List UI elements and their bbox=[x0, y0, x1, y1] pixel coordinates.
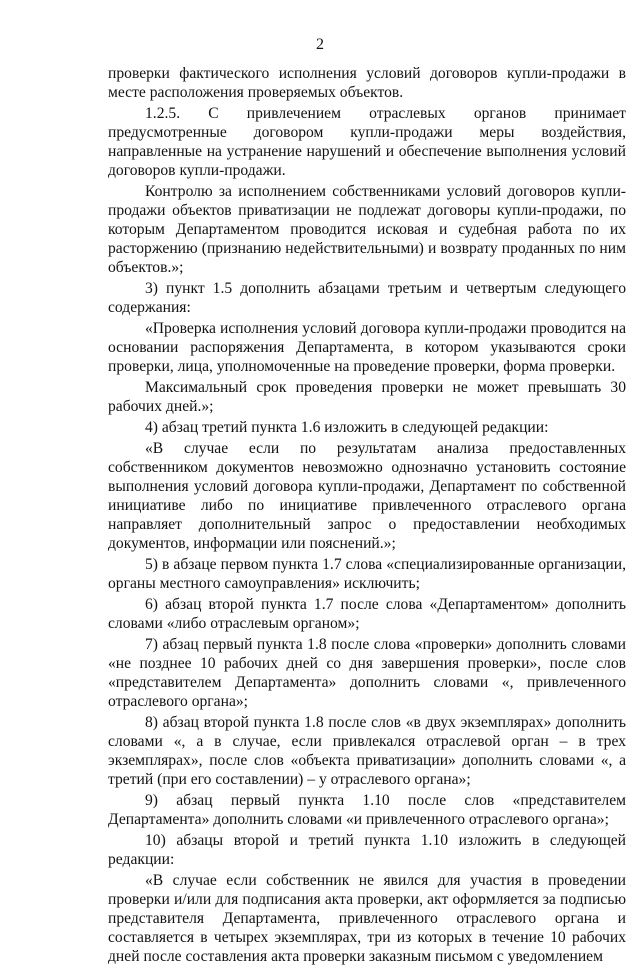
paragraph-9: 5) в абзаце первом пункта 1.7 слова «специализированные организации, органы местного самоуправления» исключить; bbox=[108, 556, 626, 592]
paragraph-13: 9) абзац первый пункта 1.10 после слов «представителем Департамента» дополнить словами «и привлеченного отраслевого органа»; bbox=[108, 792, 626, 828]
paragraph-8: «В случае если по результатам анализа предоставленных собственником документов невозможно однозначно установить состояние выполнения условий договора купли-продажи, Департамент по собственной инициативе либо по инициативе привлеченного отраслевого органа направляет дополнительный запрос о предоставлении необходимых документов, информации или пояснений.»; bbox=[108, 440, 626, 552]
page-number: 2 bbox=[316, 36, 324, 53]
paragraph-1: проверки фактического исполнения условий договоров купли-продажи в месте расположения проверяемых объектов. bbox=[108, 65, 626, 101]
document-body bbox=[108, 64, 626, 968]
paragraph-4: 3) пункт 1.5 дополнить абзацами третьим и четвертым следующего содержания: bbox=[108, 280, 626, 316]
paragraph-10: 6) абзац второй пункта 1.7 после слова «Департаментом» дополнить словами «либо отраслевым органом»; bbox=[108, 596, 626, 632]
paragraph-5: «Проверка исполнения условий договора купли-продажи проводится на основании распоряжения Департамента, в котором указываются сроки проверки, лица, уполномоченные на проведение проверки, форма проверки. bbox=[108, 320, 626, 375]
paragraph-11: 7) абзац первый пункта 1.8 после слова «проверки» дополнить словами «не позднее 10 рабочих дней со дня завершения проверки», после слов «представителем Департамента» дополнить словами «, привлеченного отраслевого органа»; bbox=[108, 636, 626, 710]
paragraph-15: «В случае если собственник не явился для участия в проведении проверки и/или для подписания акта проверки, акт оформляется за подписью представителя Департамента, привлеченного отраслевого органа и составляется в четырех экземплярах, три из которых в течение 10 рабочих дней после составления акта проверки заказным письмом с уведомлением bbox=[108, 872, 626, 965]
paragraph-7: 4) абзац третий пункта 1.6 изложить в следующей редакции: bbox=[145, 419, 549, 436]
paragraph-3: Контролю за исполнением собственниками условий договоров купли-продажи объектов приватизации не подлежат договоры купли-продажи, по которым Департаментом проводится исковая и судебная работа по их расторжению (признанию недействительными) и возврату проданных по ним объектов.»; bbox=[108, 183, 626, 276]
paragraph-12: 8) абзац второй пункта 1.8 после слов «в двух экземплярах» дополнить словами «, а в случае, если привлекался отраслевой орган – в трех экземплярах», после слов «объекта приватизации» дополнить словами «, а третий (при его составлении) – у отраслевого органа»; bbox=[108, 714, 626, 788]
paragraph-2: 1.2.5. С привлечением отраслевых органов принимает предусмотренные договором купли-продажи меры воздействия, направленные на устранение нарушений и обеспечение выполнения условий договоров купли-продажи. bbox=[108, 105, 626, 179]
paragraph-14: 10) абзацы второй и третий пункта 1.10 изложить в следующей редакции: bbox=[108, 832, 626, 868]
paragraph-6: Максимальный срок проведения проверки не может превышать 30 рабочих дней.»; bbox=[108, 379, 626, 415]
